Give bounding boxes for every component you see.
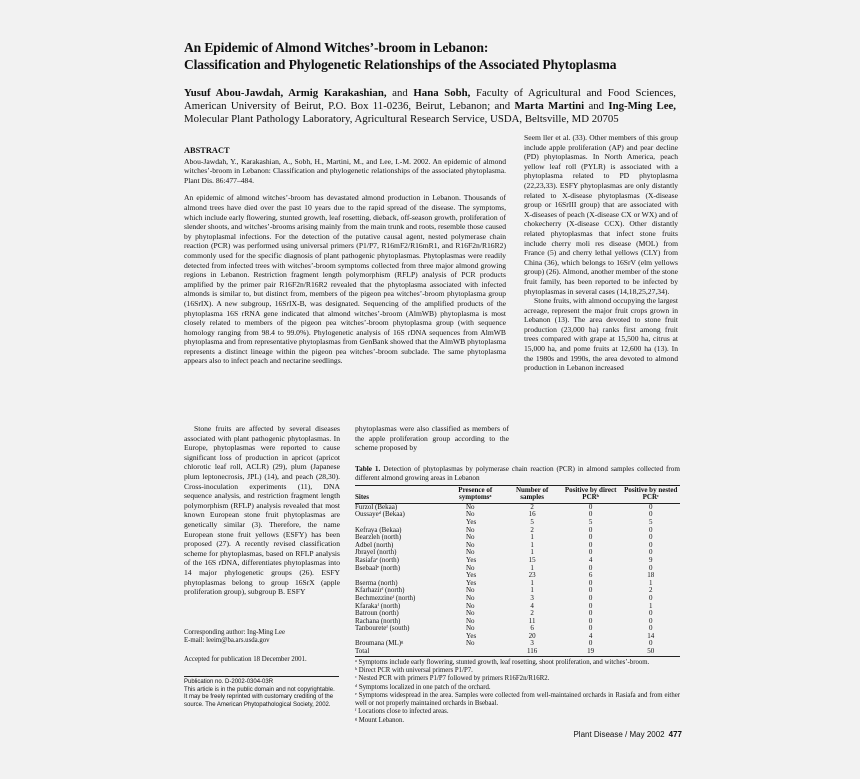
table-cell: Yes bbox=[466, 555, 477, 564]
table-cell: 0 bbox=[649, 609, 653, 618]
table-cell: 116 bbox=[505, 648, 560, 656]
table-cell: No bbox=[466, 593, 475, 602]
table-cell: 0 bbox=[649, 510, 653, 519]
abstract-citation: Abou-Jawdah, Y., Karakashian, A., Sobh, H., Martini, M., and Lee, I.-M. 2002. An epidemic of almond witches’-broom in Lebanon: Classification and phylogenetic relationships of the associated phytoplasma. Plant Dis. 86:477–484. bbox=[184, 156, 506, 185]
author-names-3: Marta Martini bbox=[514, 99, 585, 112]
table-cell: Tanboureteᶠ (south) bbox=[355, 624, 410, 633]
table-footnote: ᵉ Symptoms widespread in the area. Samples were collected from well-maintained orchards in Rasiafa and from either well or not properly maintained orchards in Bsebaal. bbox=[355, 691, 680, 708]
table-cell: Furzol (Bekaa) bbox=[355, 502, 398, 511]
right-paragraph-1: Seem ller et al. (33). Other members of this group include apple proliferation (AP) and pear decline (PD) phytoplasmas. In North America, peach yellow leaf roll (PYLR) is associated with a phytoplasma related to PD phytoplasma (22,23,33). ESFY phytoplasmas are only distantly related to X-disease phytoplasmas (X-disease group or 16SrIII group) that are associated with X-diseases of peach (X-disease CX or WX) and of chokecherry (X-disease CCX). Other distantly related phytoplasmas that infect stone fruits include cherry moli res disease (MOL) from France (5) and cherry lethal yellows (CLY) from China (36), which belongs to 16SrV (elm yellows group) (26). Almond, another member of the stone fruit family, has been reported to be infected by phytoplasmas in several cases (14,18,25,27,34). bbox=[524, 133, 678, 296]
table-cell: Yes bbox=[466, 571, 477, 580]
table-caption-text: Detection of phytoplasmas by polymerase chain reaction (PCR) in almond samples collected from different almond growing areas in Lebanon bbox=[355, 465, 680, 482]
title-line-1: An Epidemic of Almond Witches’-broom in Lebanon: bbox=[184, 40, 489, 55]
table-cell: Kfarakaᶠ (north) bbox=[355, 601, 401, 610]
table-row bbox=[355, 625, 680, 633]
table-cell: No bbox=[466, 609, 475, 618]
table-row bbox=[355, 595, 680, 603]
header-nested-pcr: Positive by nested PCRᶜ bbox=[622, 485, 681, 503]
table-cell: Total bbox=[355, 648, 446, 656]
table-cell: No bbox=[466, 525, 475, 534]
table-cell: No bbox=[466, 510, 475, 519]
table-cell: 0 bbox=[588, 586, 593, 595]
table-cell: 0 bbox=[588, 540, 593, 549]
abstract-heading: ABSTRACT bbox=[184, 146, 230, 155]
introduction-text: Stone fruits are affected by several diseases associated with plant pathogenic phytoplasmas. In Europe, phytoplasmas were reported to cause significant loss of production in apricot (apricot chlorotic leaf roll, ACLR) (29), plum (Japanese plum leptonecrosis, JPL) (14), and peach (28,30). Cross-inoculation experiments (11), DNA sequence analysis, and restriction fragment length polymorphism (RFLP) analysis revealed that most known European stone fruit phytoplasmas are genetically similar (3). Therefore, the name European stone fruit yellows (ESFY) has been proposed (27). A recently revised classification scheme for phytoplasmas, based on RFLP analysis of the 16S rDNA, differentiates phytoplasmas into 14 major phylogenetic groups (26). ESFY phytoplasmas belong to group 16SrX (apple proliferation group), subgroup B. ESFY bbox=[184, 424, 340, 597]
table-cell: 20 bbox=[528, 631, 536, 640]
table-footnote: ᶠ Locations close to infected areas. bbox=[355, 708, 449, 716]
table-cell: 0 bbox=[649, 593, 653, 602]
table-row bbox=[355, 640, 680, 648]
table-cell: Jbrayel (north) bbox=[355, 548, 397, 557]
abstract-body: An epidemic of almond witches’-broom has devastated almond production in Lebanon. Thousands of almond trees have died over the past 10 years due to the rapid spread of the disease. The symptoms, which include early flowering, stunted growth, leaf rosetting, dieback, off-season growth, proliferation of slender shoots, and witches’-brooms arising mainly from the main trunk and roots, resemble those caused by phytoplasmal infections. For the detection of the putative causal agent, nested polymerase chain reaction (PCR) was performed using universal primers (P1/P7, R16mF2/R16mR1, and R16F2n/R16R2) commonly used for the specific diagnosis of plant pathogenic phytoplasmas. Phytoplasmas were readily detected from infected trees with witches’-broom symptoms collected from three major almond growing regions in Lebanon. Restriction fragment length polymorphism (RFLP) analysis of PCR products amplified by the primer pair R16F2n/R16R2 revealed that the phytoplasma associated with infected almonds is similar to, but distinct from, members of the pigeon pea witches’-broom phytoplasma group (16SrIX). A new subgroup, 16SrIX-B, was designated. Sequencing of the amplified products of the phytoplasma 16S rRNA gene indicated that almond witches’-broom (AlmWB) phytoplasma is most closely related to members of the pigeon pea witches’-broom phytoplasma group (with sequence homology ranging from 98.4 to 99.0%). Phylogenetic analysis of 16S rDNA sequences from AlmWB phytoplasma and from representative phytoplasmas from GenBank showed that the AlmWB phytoplasma represents a distinct lineage within the pigeon pea witches’-broom subclade. The same phytoplasma appears also to infect peach and nectarine seedlings. bbox=[184, 193, 506, 366]
table-cell: 0 bbox=[649, 525, 653, 534]
table-cell: 19 bbox=[560, 648, 622, 656]
table-cell: 0 bbox=[588, 502, 593, 511]
author-email: E-mail: leeim@ba.ars.usda.gov bbox=[184, 637, 270, 645]
table-cell: Yes bbox=[466, 631, 477, 640]
table-cell: No bbox=[466, 533, 475, 542]
table-cell: 3 bbox=[530, 593, 534, 602]
journal-issue: Plant Disease / May 2002 bbox=[573, 730, 665, 739]
table-cell: No bbox=[466, 624, 475, 633]
table-row bbox=[355, 527, 680, 535]
page-footer bbox=[552, 730, 682, 739]
table-cell: No bbox=[466, 540, 475, 549]
header-direct-pcr: Positive by direct PCRᵇ bbox=[560, 485, 622, 503]
table-cell: Oussayeᵈ (Bekaa) bbox=[355, 510, 405, 519]
table-cell: 3 bbox=[530, 639, 534, 648]
table-cell: 6 bbox=[588, 571, 593, 580]
header-symptoms: Presence of symptomsᵃ bbox=[446, 485, 505, 503]
table-cell: 5 bbox=[530, 517, 534, 526]
right-paragraph-2: Stone fruits, with almond occupying the largest acreage, represent the major fruit crops grown in Lebanon (13). The area devoted to stone fruit production (23,000 ha) ranks first among fruit trees compared with grape at 15,500 ha, citrus at 15,000 ha, and pome fruits at 12,600 ha (13). In the 1980s and 1990s, the area devoted to almond production in Lebanon increased bbox=[524, 296, 678, 373]
right-column-text bbox=[524, 133, 678, 373]
table-cell: 1 bbox=[530, 586, 534, 595]
publication-note bbox=[184, 676, 339, 709]
author-names-4: Ing-Ming Lee, bbox=[608, 99, 676, 112]
table-cell: Yes bbox=[466, 517, 477, 526]
table-cell: 6 bbox=[530, 624, 534, 633]
corresponding-author-block bbox=[184, 629, 340, 646]
author-block bbox=[184, 87, 676, 125]
table-row bbox=[355, 633, 680, 641]
table-row bbox=[355, 603, 680, 611]
table-cell: Broumana (ML)ᵍ bbox=[355, 639, 404, 648]
table-footnote: ᵍ Mount Lebanon. bbox=[355, 716, 405, 724]
author-and-2: and bbox=[584, 99, 609, 112]
table-row bbox=[355, 511, 680, 519]
table-cell: Bechmezzineᶠ (north) bbox=[355, 593, 416, 602]
table-cell: 0 bbox=[649, 533, 653, 542]
table-cell: Adbel (north) bbox=[355, 540, 394, 549]
table-row bbox=[355, 572, 680, 580]
table-cell bbox=[446, 648, 505, 656]
table-cell: 0 bbox=[649, 502, 653, 511]
table-cell: 0 bbox=[588, 601, 593, 610]
table-row bbox=[355, 610, 680, 618]
table-cell: 9 bbox=[649, 555, 653, 564]
table-cell: 0 bbox=[588, 616, 593, 625]
table-cell: 4 bbox=[530, 601, 534, 610]
table-caption bbox=[355, 465, 680, 483]
table-cell: 0 bbox=[588, 609, 593, 618]
table-cell: Bearzleh (north) bbox=[355, 533, 402, 542]
table-cell: 0 bbox=[588, 563, 593, 572]
table-cell: No bbox=[466, 502, 475, 511]
table-cell: 18 bbox=[647, 571, 655, 580]
table-1 bbox=[355, 465, 680, 725]
table-cell: No bbox=[466, 639, 475, 648]
table-cell: 5 bbox=[588, 517, 593, 526]
table-row bbox=[355, 519, 680, 527]
table-footnotes bbox=[355, 659, 680, 725]
table-header-row bbox=[355, 485, 680, 503]
table-row bbox=[355, 549, 680, 557]
table-cell: 16 bbox=[528, 510, 536, 519]
table-cell: 0 bbox=[649, 548, 653, 557]
header-sites: Sites bbox=[355, 485, 446, 503]
table-footnote: ᵈ Symptoms localized in one patch of the orchard. bbox=[355, 683, 491, 691]
table-cell: 1 bbox=[530, 533, 534, 542]
table-cell: 0 bbox=[588, 578, 593, 587]
table-cell: Bsebaalᵉ (north) bbox=[355, 563, 401, 572]
table-cell: 0 bbox=[588, 593, 593, 602]
table-cell: Kefraya (Bekaa) bbox=[355, 525, 402, 534]
table-footnote: ᵃ Symptoms include early flowering, stunted growth, leaf rosetting, shoot proliferation, and witches’-broom. bbox=[355, 658, 650, 666]
table-row bbox=[355, 557, 680, 565]
table-cell: 5 bbox=[649, 517, 653, 526]
table-cell: 1 bbox=[649, 578, 653, 587]
table-row bbox=[355, 534, 680, 542]
table-cell: 1 bbox=[530, 578, 534, 587]
table-cell: 50 bbox=[622, 648, 681, 656]
table-cell: 4 bbox=[588, 555, 593, 564]
middle-column-text: phytoplasmas were also classified as members of the apple proliferation group according to the scheme proposed by bbox=[355, 424, 509, 453]
author-names-2: Hana Sobh, bbox=[413, 87, 471, 99]
table-cell: 0 bbox=[588, 639, 593, 648]
table-cell: 0 bbox=[649, 540, 653, 549]
table-cell: 11 bbox=[528, 616, 536, 625]
table-body bbox=[355, 503, 680, 656]
table-cell: 15 bbox=[528, 555, 536, 564]
table-cell: 14 bbox=[647, 631, 655, 640]
publication-number: Publication no. D-2002-0304-03R bbox=[184, 679, 274, 685]
table-cell: 0 bbox=[649, 616, 653, 625]
table-cell: Batroun (north) bbox=[355, 609, 399, 618]
table-cell: 23 bbox=[528, 571, 536, 580]
table-row bbox=[355, 648, 680, 656]
table-cell: 0 bbox=[588, 510, 593, 519]
table-cell: 2 bbox=[530, 502, 534, 511]
table-footnote: ᶜ Nested PCR with primers P1/P7 followed by primers R16F2n/R16R2. bbox=[355, 675, 550, 683]
abstract-section bbox=[184, 146, 506, 366]
author-names-1: Yusuf Abou-Jawdah, Armig Karakashian, bbox=[184, 87, 387, 99]
page-number: 477 bbox=[668, 730, 682, 739]
public-domain-note: This article is in the public domain and not copyrightable. It may be freely reprinted with customary crediting of the source. The American Phytopathological Society, 2002. bbox=[184, 686, 335, 708]
table-cell: Kfarhazirᶠ (north) bbox=[355, 586, 405, 595]
title-line-2: Classification and Phylogenetic Relationships of the Associated Phytoplasma bbox=[184, 57, 617, 72]
table-cell: 0 bbox=[588, 624, 593, 633]
corresponding-author: Corresponding author: Ing-Ming Lee bbox=[184, 629, 285, 636]
table-cell: 0 bbox=[588, 533, 593, 542]
table-cell: No bbox=[466, 563, 475, 572]
table-cell: 0 bbox=[649, 563, 653, 572]
table-cell: 0 bbox=[588, 525, 593, 534]
accepted-date: Accepted for publication 18 December 2001. bbox=[184, 656, 307, 663]
table-cell: 0 bbox=[649, 639, 653, 648]
table-cell: Yes bbox=[466, 578, 477, 587]
table-row bbox=[355, 542, 680, 550]
table-caption-label: Table 1. bbox=[355, 465, 381, 473]
table-cell: 0 bbox=[588, 548, 593, 557]
table-cell: Rasiafaᵉ (north) bbox=[355, 555, 399, 564]
author-and-1: and bbox=[386, 87, 414, 99]
table-cell: 1 bbox=[530, 548, 534, 557]
header-samples: Number of samples bbox=[505, 485, 560, 503]
table-cell: Rachana (north) bbox=[355, 616, 401, 625]
table-cell: 4 bbox=[588, 631, 593, 640]
table-cell: 0 bbox=[649, 624, 653, 633]
table-footnote: ᵇ Direct PCR with universal primers P1/P7. bbox=[355, 666, 473, 674]
affiliation-1: Faculty of Agricultural and Food Sciences, American University of Beirut, P.O. Box 11-0236, Beirut, Lebanon; and bbox=[184, 87, 676, 112]
table-cell: No bbox=[466, 548, 475, 557]
affiliation-2: Molecular Plant Pathology Laboratory, Agricultural Research Service, USDA, Beltsville, MD 20705 bbox=[184, 112, 619, 125]
table-cell: 2 bbox=[530, 609, 534, 618]
table-cell: 2 bbox=[649, 586, 653, 595]
table-cell: No bbox=[466, 601, 475, 610]
table-row bbox=[355, 565, 680, 573]
detection-table bbox=[355, 485, 680, 657]
table-cell: No bbox=[466, 586, 475, 595]
table-cell: No bbox=[466, 616, 475, 625]
table-cell: 1 bbox=[530, 563, 534, 572]
table-cell: 2 bbox=[530, 525, 534, 534]
table-cell: Bserma (north) bbox=[355, 578, 398, 587]
table-cell: 1 bbox=[649, 601, 653, 610]
table-cell: 1 bbox=[530, 540, 534, 549]
